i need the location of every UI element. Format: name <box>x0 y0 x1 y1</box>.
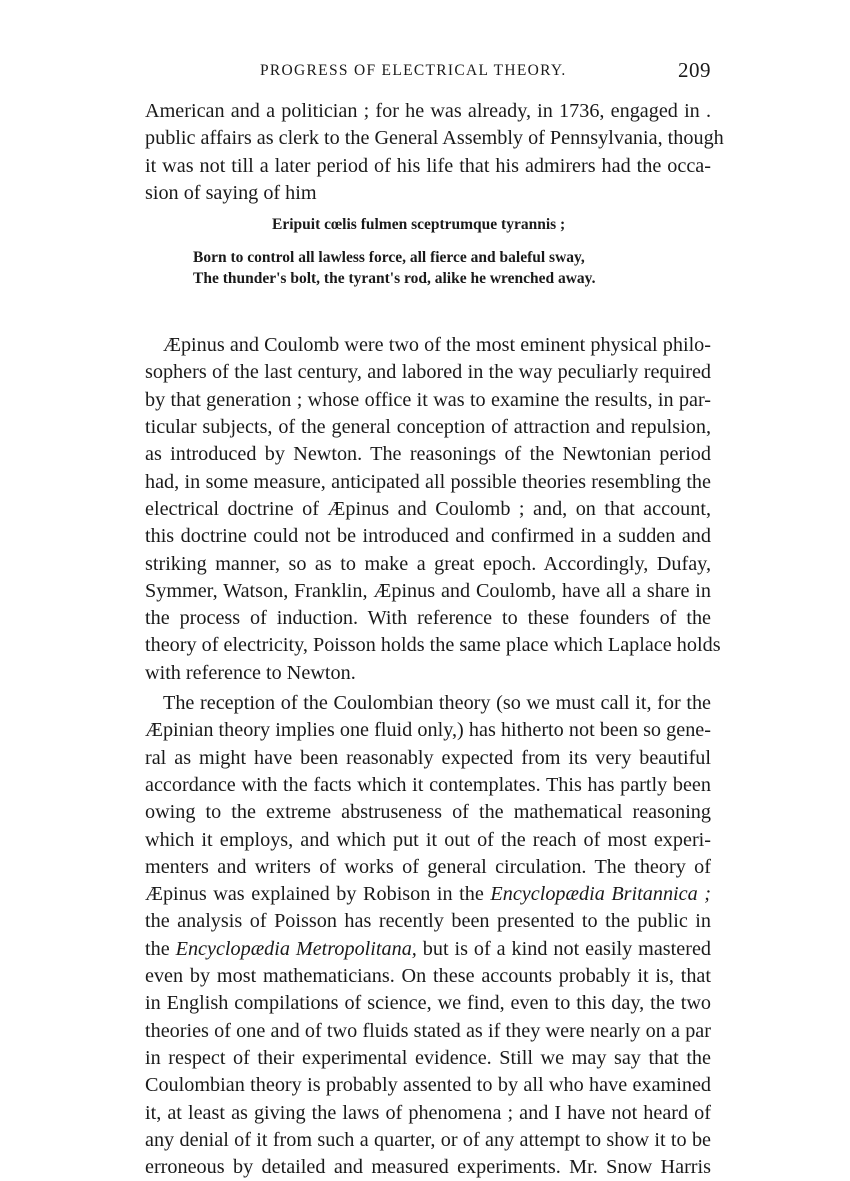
intro-paragraph <box>145 98 724 207</box>
text-line <box>145 936 711 963</box>
text-line: Æpinus and Coulomb were two of the most eminent physical philo- <box>163 334 711 357</box>
italic-title: Encyclopædia Metropolitana, <box>175 937 417 960</box>
aepinus-paragraph <box>145 332 721 687</box>
english-verse-line: Born to control all lawless force, all fierce and baleful sway, <box>193 249 585 267</box>
text-line: Symmer, Watson, Franklin, Æpinus and Coulomb, have all a share in <box>145 579 711 602</box>
text-line: the process of induction. With reference to these founders of the <box>145 607 711 630</box>
text-line: erroneous by detailed and measured experiments. Mr. Snow Harris <box>145 1156 711 1179</box>
text-line: The reception of the Coulombian theory (so we must call it, for the <box>163 692 711 715</box>
text-line: any denial of it from such a quarter, or of any attempt to show it to be <box>145 1128 711 1151</box>
text-line: public affairs as clerk to the General Assembly of Pennsylvania, though <box>145 127 724 150</box>
text-line: owing to the extreme abstruseness of the mathematical reasoning <box>145 801 711 824</box>
text-line: accordance with the facts which it contemplates. This has partly been <box>145 773 711 796</box>
text-run: Æpinus was explained by Robison in the <box>145 883 491 906</box>
text-line: American and a politician ; for he was already, in 1736, engaged in . <box>145 100 711 122</box>
text-run: the <box>145 937 176 960</box>
text-line: ticular subjects, of the general conception of attraction and repulsion, <box>145 416 711 439</box>
text-line: which it employs, and which put it out of the reach of most experi- <box>145 828 711 851</box>
text-line: sion of saying of him <box>145 181 317 204</box>
text-line: even by most mathematicians. On these accounts probably it is, that <box>145 965 711 988</box>
latin-verse-line: Eripuit cœlis fulmen sceptrumque tyrannis ; <box>272 216 566 234</box>
english-verse-line: The thunder's bolt, the tyrant's rod, alike he wrenched away. <box>193 270 596 288</box>
text-line: this doctrine could not be introduced and confirmed in a sudden and <box>145 525 711 548</box>
reception-paragraph <box>145 690 711 1181</box>
page-number: 209 <box>678 58 711 82</box>
italic-title: Encyclopædia Britannica ; <box>490 883 711 906</box>
text-line: had, in some measure, anticipated all possible theories resembling the <box>145 470 711 493</box>
running-title: PROGRESS OF ELECTRICAL THEORY. <box>260 62 567 79</box>
text-line <box>145 881 711 908</box>
text-line: as introduced by Newton. The reasonings of the Newtonian period <box>145 443 711 466</box>
text-line: theories of one and of two fluids stated as if they were nearly on a par <box>145 1019 711 1042</box>
english-verse <box>145 247 711 289</box>
text-line: it was not till a later period of his life that his admirers had the occa- <box>145 154 711 177</box>
text-line: by that generation ; whose office it was to examine the results, in par- <box>145 388 711 411</box>
text-line: in respect of their experimental evidence. Still we may say that the <box>145 1046 711 1069</box>
running-header <box>145 58 711 86</box>
text-line: electrical doctrine of Æpinus and Coulomb ; and, on that account, <box>145 497 711 520</box>
verse-quotation <box>145 214 711 289</box>
text-line: in English compilations of science, we find, even to this day, the two <box>145 992 711 1015</box>
text-line: theory of electricity, Poisson holds the same place which Laplace holds <box>145 634 721 657</box>
text-line: menters and writers of works of general circulation. The theory of <box>145 855 711 878</box>
text-run: but is of a kind not easily mastered <box>416 937 711 960</box>
text-line: Æpinian theory implies one fluid only,) has hitherto not been so gene- <box>145 719 711 742</box>
text-line: Coulombian theory is probably assented to by all who have examined <box>145 1074 711 1097</box>
text-line: ral as might have been reasonably expected from its very beautiful <box>145 746 711 769</box>
text-line: the analysis of Poisson has recently been presented to the public in <box>145 910 711 933</box>
book-page <box>145 58 724 1181</box>
text-line: it, at least as giving the laws of phenomena ; and I have not heard of <box>145 1101 711 1124</box>
text-line: with reference to Newton. <box>145 661 356 684</box>
text-line: striking manner, so as to make a great epoch. Accordingly, Dufay, <box>145 552 711 575</box>
text-line: sophers of the last century, and labored in the way peculiarly required <box>145 361 711 384</box>
